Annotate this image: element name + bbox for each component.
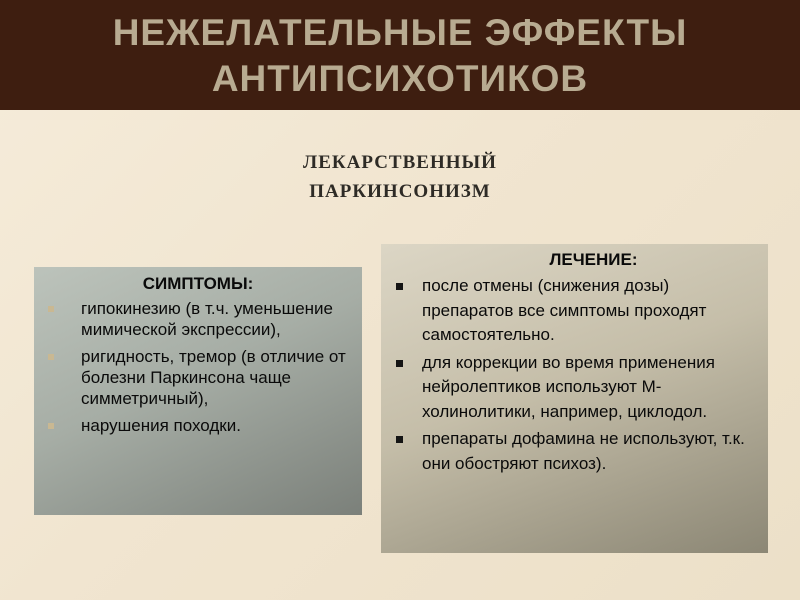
slide-title: НЕЖЕЛАТЕЛЬНЫЕ ЭФФЕКТЫ АНТИПСИХОТИКОВ [112,12,688,99]
treatment-heading: ЛЕЧЕНИЕ: [549,250,638,269]
square-bullet-icon [48,354,54,360]
square-bullet-icon [396,360,403,367]
list-item [395,274,756,348]
square-bullet-icon [396,436,403,443]
symptoms-list [46,298,350,436]
treatment-panel [381,244,768,553]
list-item [46,415,350,436]
treatment-text: препараты дофамина не используют, т.к. они обостряют психоз). [422,429,745,473]
symptom-text: нарушения походки. [81,416,241,435]
symptom-text: ригидность, тремор (в отличие от болезни Паркинсона чаще симметричный), [81,347,346,408]
treatment-text: после отмены (снижения дозы) препаратов все симптомы проходят самостоятельно. [422,276,707,344]
square-bullet-icon [48,306,54,312]
square-bullet-icon [48,423,54,429]
treatment-text: для коррекции во время применения нейролептиков используют М-холинолитики, например, циклодол. [422,352,715,421]
square-bullet-icon [396,283,403,290]
list-item [46,346,350,409]
symptoms-panel [34,267,362,515]
slide-subtitle: ЛЕКАРСТВЕННЫЙ ПАРКИНСОНИЗМ [303,152,497,202]
symptoms-heading: СИМПТОМЫ: [142,274,254,293]
list-item [46,298,350,340]
list-item [395,351,756,425]
list-item [395,427,756,476]
symptom-text: гипокинезию (в т.ч. уменьшение мимической экспрессии), [81,299,333,339]
treatment-list [395,274,756,476]
